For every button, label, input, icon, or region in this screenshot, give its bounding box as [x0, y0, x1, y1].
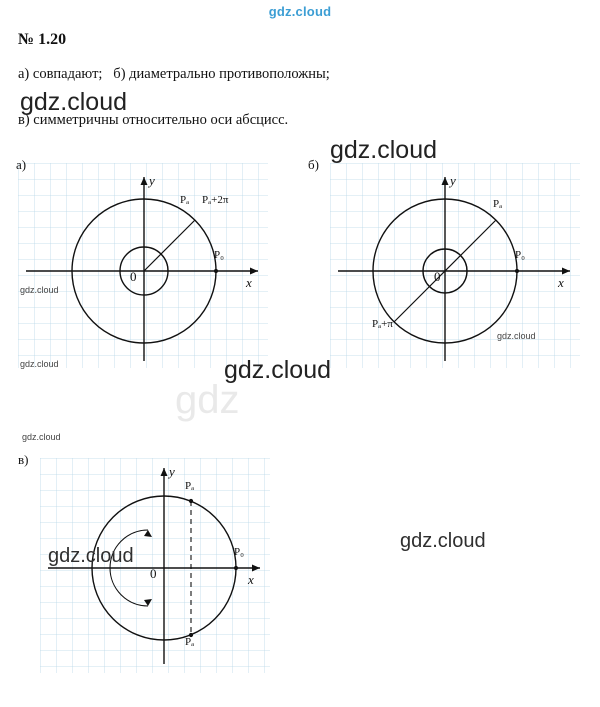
figure-c-point-p0: P₀: [234, 546, 244, 558]
background-watermark: gdz: [175, 378, 240, 422]
figure-b-canvas: [330, 163, 580, 368]
figure-c-point-pa-lower: Pₐ: [185, 636, 195, 648]
watermark-6: gdz.cloud: [224, 356, 332, 384]
figure-b-axis-x: x: [558, 275, 564, 290]
task-number: № 1.20: [18, 31, 67, 48]
site-brand: gdz.cloud: [268, 4, 332, 19]
figure-b-label: б): [308, 157, 319, 172]
figure-a-canvas: [18, 163, 268, 368]
figure-b-point-p0: P₀: [515, 249, 525, 261]
figure-c: [18, 452, 270, 673]
watermark-7: gdz.cloud: [22, 432, 61, 442]
figure-a-point-pa: Pₐ: [180, 194, 190, 206]
watermark-1: gdz.cloud: [20, 88, 128, 116]
answer-line-c: в) симметричны относительно оси абсцисс.: [18, 112, 289, 128]
figure-a: [16, 157, 268, 368]
watermark-3: gdz.cloud: [20, 285, 59, 295]
watermark-9: gdz.cloud: [400, 530, 486, 552]
watermark-2: gdz.cloud: [330, 136, 438, 164]
figure-a-axis-x: x: [246, 275, 252, 290]
figure-b: [308, 157, 580, 368]
figure-a-origin: 0: [130, 269, 137, 284]
watermark-4: gdz.cloud: [20, 359, 59, 369]
figure-b-axis-y: y: [450, 173, 456, 188]
figure-c-label: в): [18, 452, 29, 467]
answer-line-a-b: а) совпадают; б) диаметрально противоположны;: [18, 66, 330, 82]
figure-b-point-pa: Pₐ: [493, 198, 503, 210]
figure-c-point-pa-upper: Pₐ: [185, 480, 195, 492]
figure-c-axis-x: x: [248, 572, 254, 587]
watermark-5: gdz.cloud: [497, 331, 536, 341]
figure-b-point-papi: Pₐ+π: [372, 318, 393, 330]
figure-a-point-pa2pi: Pₐ+2π: [202, 194, 229, 206]
figure-c-axis-y: y: [169, 464, 175, 479]
figure-c-origin: 0: [150, 566, 157, 581]
watermark-8: gdz.cloud: [48, 545, 134, 567]
figure-b-origin: 0: [434, 269, 441, 284]
figure-a-axis-y: y: [149, 173, 155, 188]
figure-a-point-p0: P₀: [214, 249, 224, 261]
figure-a-label: а): [16, 157, 27, 172]
